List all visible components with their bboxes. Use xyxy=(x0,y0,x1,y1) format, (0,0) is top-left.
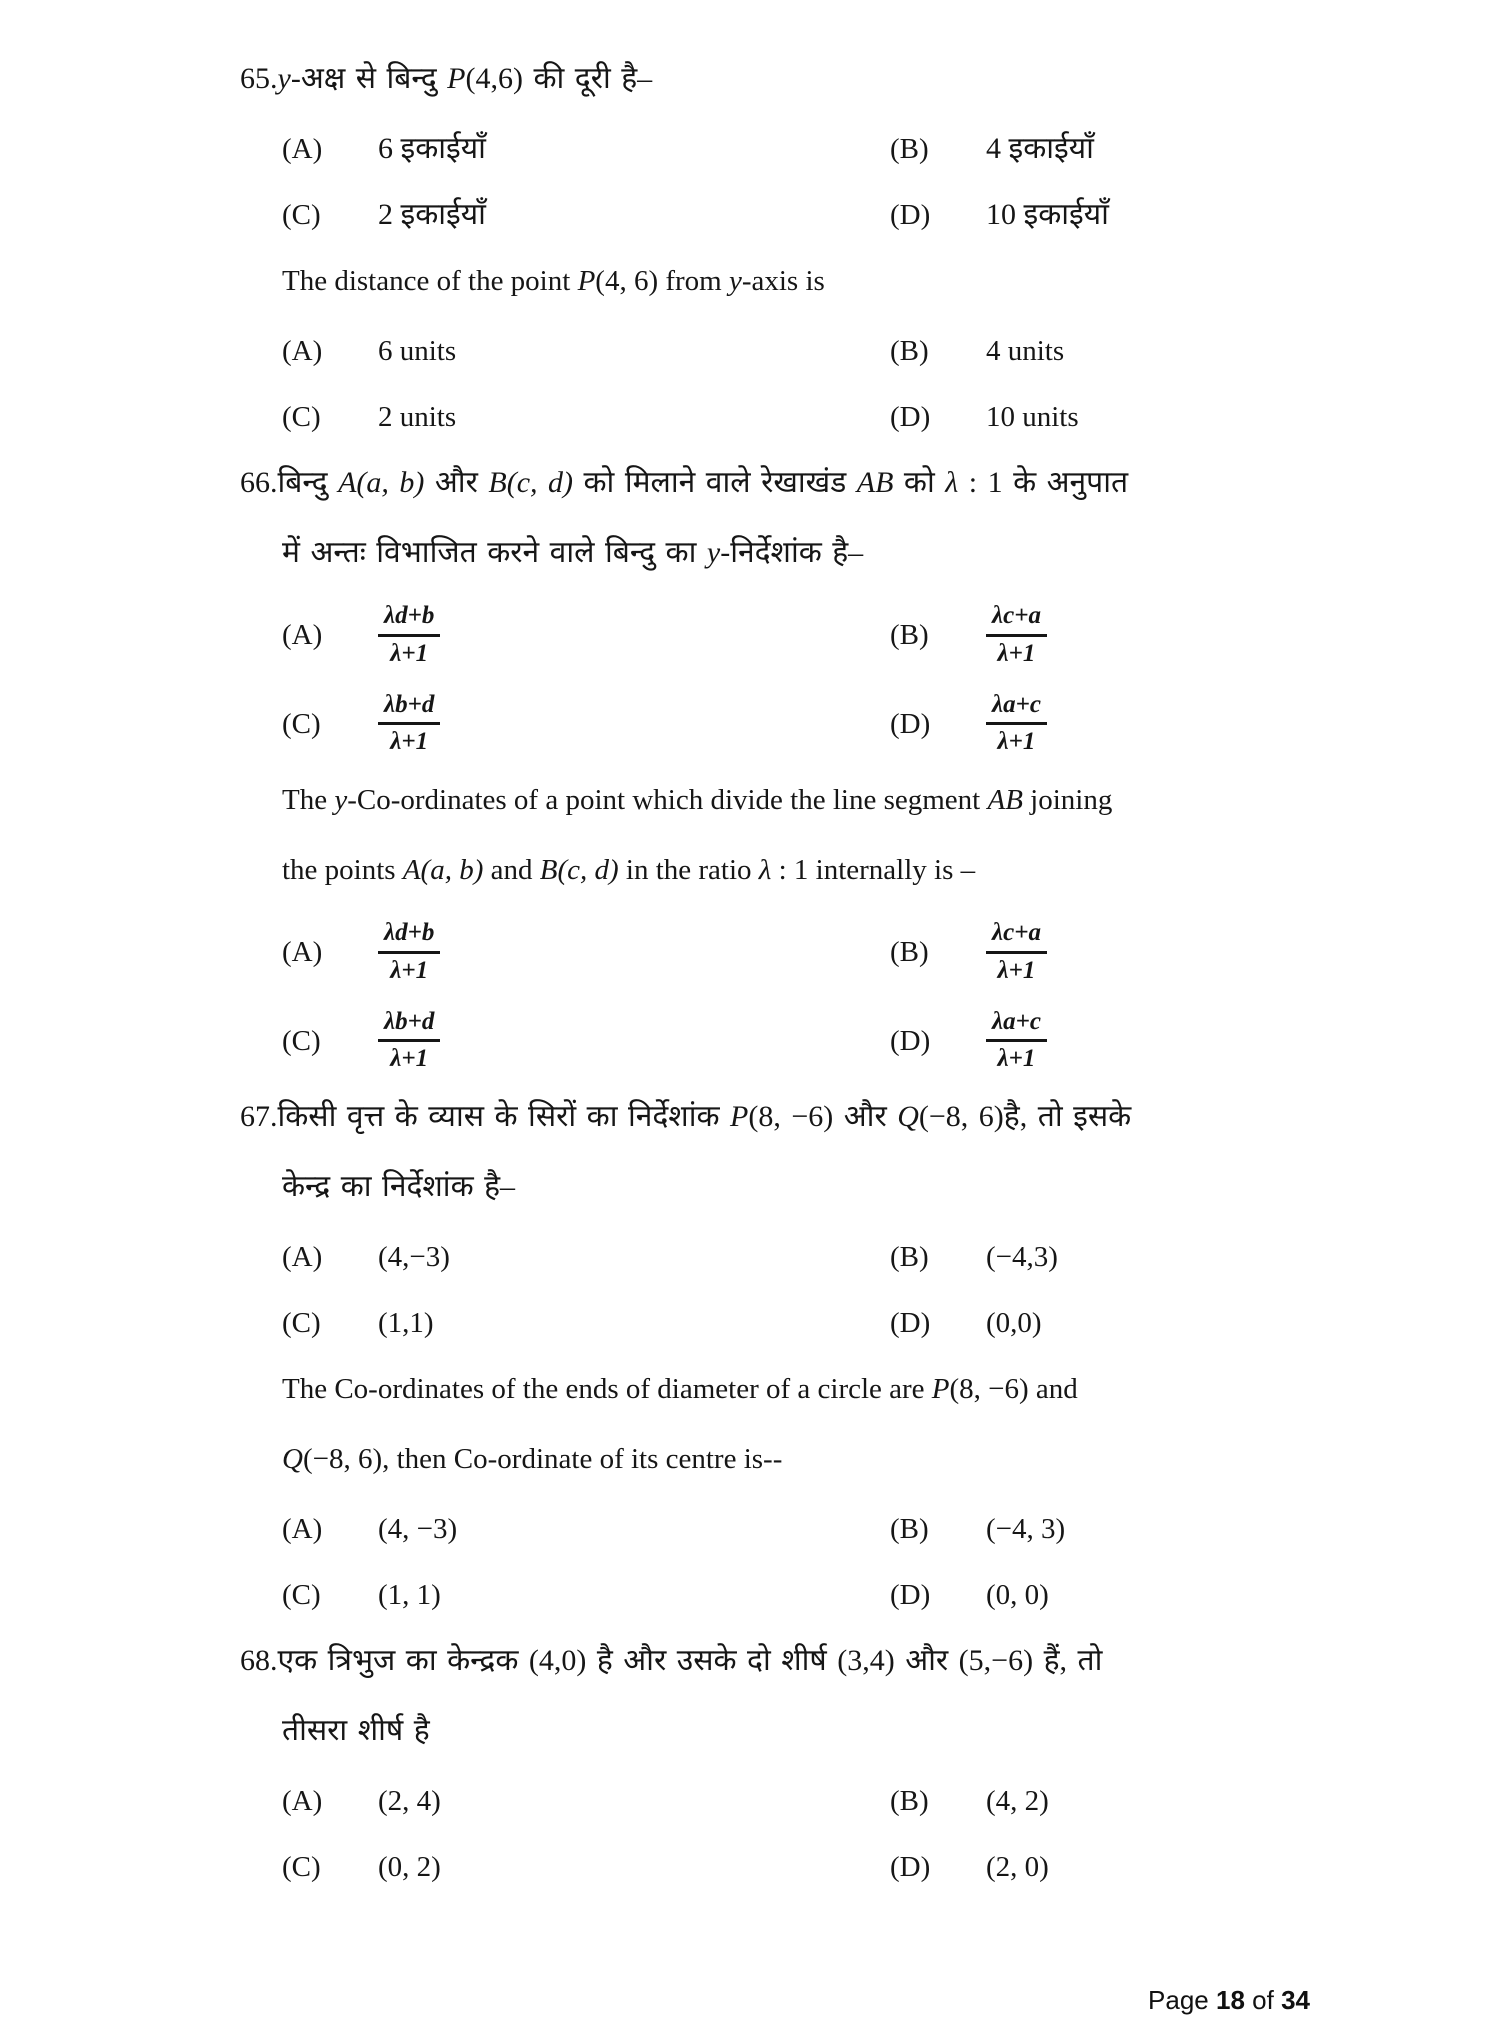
fraction-denominator: λ+1 xyxy=(997,1045,1036,1073)
q66-hindi-option-a xyxy=(240,602,890,669)
q65-english-option-d xyxy=(890,396,1079,438)
option-label: (B) xyxy=(890,1513,929,1545)
option-label: (D) xyxy=(890,707,931,740)
q66-english-options-row-1 xyxy=(240,919,1415,986)
q67-english-option-b xyxy=(890,1508,1065,1550)
q65-hindi-options-row-2 xyxy=(240,194,1415,236)
option-text: 2 इकाईयाँ xyxy=(378,198,486,231)
option-label: (A) xyxy=(282,335,323,367)
q67-hindi-option-b xyxy=(890,1236,1058,1278)
fraction-numerator: λc+a xyxy=(986,602,1047,637)
option-label: (A) xyxy=(282,619,323,652)
q68-hindi-question-line-2: तीसरा शीर्ष है xyxy=(282,1714,430,1747)
option-label: (B) xyxy=(890,936,929,969)
q66-english-option-d xyxy=(890,1008,1047,1075)
footer-page-number: 18 xyxy=(1216,1985,1245,2015)
question-65 xyxy=(240,58,1415,438)
q65-english-question: The distance of the point P(4, 6) from y-axis is xyxy=(282,265,825,297)
option-label: (B) xyxy=(890,335,929,367)
option-text: 4 इकाईयाँ xyxy=(986,132,1094,165)
option-label: (D) xyxy=(890,1851,931,1883)
q67-english-question-line-1: The Co-ordinates of the ends of diameter of a circle are P(8, −6) and xyxy=(282,1373,1078,1405)
fraction xyxy=(378,691,440,758)
fraction-numerator: λc+a xyxy=(986,919,1047,954)
option-label: (C) xyxy=(282,401,321,433)
q65-hindi-option-b xyxy=(890,128,1094,170)
option-text: (1, 1) xyxy=(378,1579,441,1611)
q66-english-question-line-2: the points A(a, b) and B(c, d) in the ratio λ : 1 internally is – xyxy=(282,854,976,886)
fraction xyxy=(986,1008,1047,1075)
option-label: (A) xyxy=(282,1241,323,1273)
option-text: (2, 4) xyxy=(378,1785,441,1817)
fraction-numerator: λd+b xyxy=(378,919,440,954)
fraction-denominator: λ+1 xyxy=(390,728,429,756)
fraction-denominator: λ+1 xyxy=(390,1045,429,1073)
option-label: (D) xyxy=(890,199,931,231)
fraction-denominator: λ+1 xyxy=(997,728,1036,756)
q66-hindi-option-b xyxy=(890,602,1047,669)
fraction xyxy=(986,919,1047,986)
option-text: 10 इकाईयाँ xyxy=(986,198,1109,231)
option-text: (−4, 3) xyxy=(986,1513,1066,1545)
fraction xyxy=(378,602,440,669)
q67-hindi-question-line-1: 67.किसी वृत्त के व्यास के सिरों का निर्देशांक P(8, −6) और Q(−8, 6)है, तो इसके xyxy=(240,1100,1132,1133)
page-footer xyxy=(1148,1985,1310,2016)
q68-options-row-2 xyxy=(240,1846,1415,1888)
option-label: (A) xyxy=(282,1785,323,1817)
q67-english-options-row-1 xyxy=(240,1508,1415,1550)
q67-hindi-question-line-2: केन्द्र का निर्देशांक है– xyxy=(282,1170,516,1203)
option-text: (0, 0) xyxy=(986,1579,1049,1611)
q66-hindi-options-row-2 xyxy=(240,691,1415,758)
fraction-numerator: λb+d xyxy=(378,1008,440,1043)
option-label: (B) xyxy=(890,1241,929,1273)
option-text: (0, 2) xyxy=(378,1851,441,1883)
fraction-denominator: λ+1 xyxy=(997,956,1036,984)
question-66 xyxy=(240,462,1415,1074)
q66-hindi-question-line-2: में अन्तः विभाजित करने वाले बिन्दु का y-निर्देशांक है– xyxy=(282,536,864,569)
q67-english-option-c xyxy=(240,1574,890,1616)
q67-english-options-row-2 xyxy=(240,1574,1415,1616)
q67-hindi-options-row-1 xyxy=(240,1236,1415,1278)
q68-option-d xyxy=(890,1846,1049,1888)
q67-hindi-option-a xyxy=(240,1236,890,1278)
q65-hindi-option-d xyxy=(890,194,1109,236)
option-label: (D) xyxy=(890,1579,931,1611)
option-label: (B) xyxy=(890,1785,929,1817)
fraction-denominator: λ+1 xyxy=(390,956,429,984)
q65-english-options-row-2 xyxy=(240,396,1415,438)
q65-hindi-option-a xyxy=(240,128,890,170)
q67-english-question-line-2: Q(−8, 6), then Co-ordinate of its centre is-- xyxy=(282,1443,783,1475)
fraction-denominator: λ+1 xyxy=(390,639,429,667)
option-label: (C) xyxy=(282,707,321,740)
option-text: (4, −3) xyxy=(378,1513,458,1545)
q65-hindi-options-row-1 xyxy=(240,128,1415,170)
option-text: (1,1) xyxy=(378,1307,434,1339)
option-label: (D) xyxy=(890,1307,931,1339)
fraction xyxy=(378,919,440,986)
q65-english-option-c xyxy=(240,396,890,438)
option-text: 2 units xyxy=(378,401,457,433)
option-text: 10 units xyxy=(986,401,1079,433)
q65-english-option-a xyxy=(240,330,890,372)
option-label: (C) xyxy=(282,1579,321,1611)
option-text: (4,−3) xyxy=(378,1241,450,1273)
fraction-numerator: λa+c xyxy=(986,691,1047,726)
option-text: 4 units xyxy=(986,335,1065,367)
q66-english-option-c xyxy=(240,1008,890,1075)
q66-hindi-option-c xyxy=(240,691,890,758)
fraction-numerator: λd+b xyxy=(378,602,440,637)
fraction xyxy=(986,691,1047,758)
option-text: (0,0) xyxy=(986,1307,1042,1339)
q67-english-option-a xyxy=(240,1508,890,1550)
q68-option-c xyxy=(240,1846,890,1888)
q65-hindi-option-c xyxy=(240,194,890,236)
option-label: (A) xyxy=(282,1513,323,1545)
option-label: (C) xyxy=(282,1024,321,1057)
option-label: (B) xyxy=(890,619,929,652)
option-text: 6 units xyxy=(378,335,457,367)
q67-hindi-options-row-2 xyxy=(240,1302,1415,1344)
footer-total-pages: 34 xyxy=(1281,1985,1310,2015)
q66-english-option-b xyxy=(890,919,1047,986)
option-text: (4, 2) xyxy=(986,1785,1049,1817)
option-text: 6 इकाईयाँ xyxy=(378,132,486,165)
question-67 xyxy=(240,1096,1415,1616)
fraction-numerator: λb+d xyxy=(378,691,440,726)
q65-hindi-question: 65.y-अक्ष से बिन्दु P(4,6) की दूरी है– xyxy=(240,62,653,95)
q68-options-row-1 xyxy=(240,1780,1415,1822)
option-label: (C) xyxy=(282,199,321,231)
footer-of-label: of xyxy=(1252,1985,1274,2015)
q68-option-a xyxy=(240,1780,890,1822)
fraction xyxy=(378,1008,440,1075)
q67-hindi-option-d xyxy=(890,1302,1042,1344)
question-68 xyxy=(240,1640,1415,1888)
option-label: (D) xyxy=(890,401,931,433)
option-label: (A) xyxy=(282,936,323,969)
option-text: (2, 0) xyxy=(986,1851,1049,1883)
fraction-denominator: λ+1 xyxy=(997,639,1036,667)
option-label: (D) xyxy=(890,1024,931,1057)
q66-hindi-options-row-1 xyxy=(240,602,1415,669)
fraction xyxy=(986,602,1047,669)
option-label: (A) xyxy=(282,133,323,165)
q65-english-options-row-1 xyxy=(240,330,1415,372)
option-label: (C) xyxy=(282,1307,321,1339)
q66-english-options-row-2 xyxy=(240,1008,1415,1075)
q65-english-option-b xyxy=(890,330,1064,372)
q67-english-option-d xyxy=(890,1574,1049,1616)
option-label: (C) xyxy=(282,1851,321,1883)
q68-option-b xyxy=(890,1780,1049,1822)
q66-english-question-line-1: The y-Co-ordinates of a point which divide the line segment AB joining xyxy=(282,784,1113,816)
q67-hindi-option-c xyxy=(240,1302,890,1344)
footer-page-label: Page xyxy=(1148,1985,1209,2015)
q66-hindi-question-line-1: 66.बिन्दु A(a, b) और B(c, d) को मिलाने वाले रेखाखंड AB को λ : 1 के अनुपात xyxy=(240,466,1129,499)
fraction-numerator: λa+c xyxy=(986,1008,1047,1043)
q66-hindi-option-d xyxy=(890,691,1047,758)
option-label: (B) xyxy=(890,133,929,165)
q68-hindi-question-line-1: 68.एक त्रिभुज का केन्द्रक (4,0) है और उसके दो शीर्ष (3,4) और (5,−6) हैं, तो xyxy=(240,1644,1103,1677)
q66-english-option-a xyxy=(240,919,890,986)
option-text: (−4,3) xyxy=(986,1241,1058,1273)
